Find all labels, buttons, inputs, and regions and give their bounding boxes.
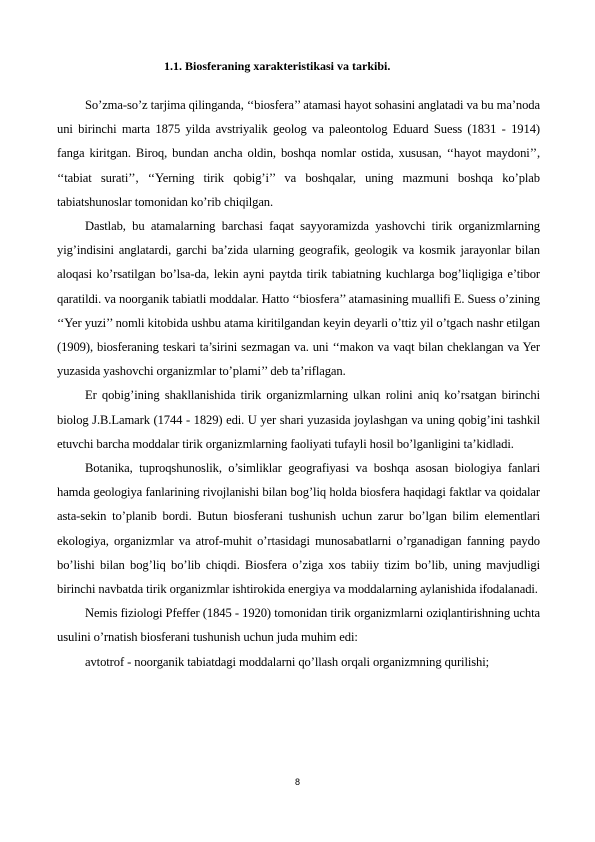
- paragraph: Nemis fiziologi Pfeffer (1845 - 1920) tomonidan tirik organizmlarni oziqlantirishning uchta usulini o’rnatish biosferani tushunish uchun juda muhim edi:: [57, 606, 540, 645]
- paragraph: avtotrof - noorganik tabiatdagi moddalarni qo’llash orqali organizmning qurilishi;: [85, 654, 490, 669]
- paragraph: So’zma-so’z tarjima qilinganda, ‘‘biosfera’’ atamasi hayot sohasini anglatadi va bu ma’noda uni birinchi marta 1875 yilda avstriyalik geolog va paleontolog Eduard Suess (1831 - 1914) fanga kiritgan. Biroq, bundan ancha oldin, boshqa nomlar ostida, xususan, ‘‘hayot maydoni’’, ‘‘tabiat surati’’, ‘‘Yerning tirik qobig’i’’ va boshqalar, uning mazmuni boshqa ko’plab tabiatshunoslar tomonidan ko’rib chiqilgan.: [57, 98, 540, 209]
- page-number: 8: [294, 777, 300, 787]
- paragraph: Dastlab, bu atamalarning barchasi faqat sayyoramizda yashovchi tirik organizmlarning yig’indisini anglatardi, garchi ba’zida ularning geografik, geologik va kosmik jarayonlar bilan aloqasi ko’rsatilgan bo’lsa-da, lekin ayni paytda tirik tabiatning kuchlarga bog’liqligiga e’tibor qaratildi. va noorganik tabiatli moddalar. Hatto ‘‘biosfera’’ atamasining muallifi E. Suess o’zining ‘‘Yer yuzi’’ nomli kitobida ushbu atama kiritilgandan keyin deyarli o’ttiz yil o’tgach nashr etilgan (1909), biosferaning teskari ta’sirini sezmagan va. uni ‘‘makon va vaqt bilan cheklangan va Yer yuzasida yashovchi organizmlar to’plami’’ deb ta’riflagan.: [57, 219, 540, 379]
- paragraph: Botanika, tuproqshunoslik, o’simliklar geografiyasi va boshqa asosan biologiya fanlari hamda geologiya fanlarining rivojlanishi bilan bog’liq holda biosfera haqidagi faktlar va qoidalar asta-sekin to’planib bordi. Butun biosferani tushunish uchun zarur bo’lgan bilim elementlari ekologiya, organizmlar va atrof-muhit o’rtasidagi munosabatlarni o’rganadigan fanning paydo bo’lishi bilan bog’liq bo’lib chiqdi. Biosfera o’ziga xos tabiiy tizim bo’lib, uning mavjudligi birinchi navbatda tirik organizmlar ishtirokida energiya va moddalarning aylanishida ifodalanadi.: [57, 461, 540, 597]
- paragraph: Er qobig’ining shakllanishida tirik organizmlarning ulkan rolini aniq ko’rsatgan birinchi biolog J.B.Lamark (1744 - 1829) edi. U yer shari yuzasida joylashgan va uning qobig’ini tashkil etuvchi barcha moddalar tirik organizmlarning faoliyati tufayli hosil bo’lganligini ta’kidladi.: [57, 388, 540, 451]
- document-page: [57, 57, 540, 674]
- section-title: 1.1. Biosferaning xarakteristikasi va tarkibi.: [164, 59, 391, 73]
